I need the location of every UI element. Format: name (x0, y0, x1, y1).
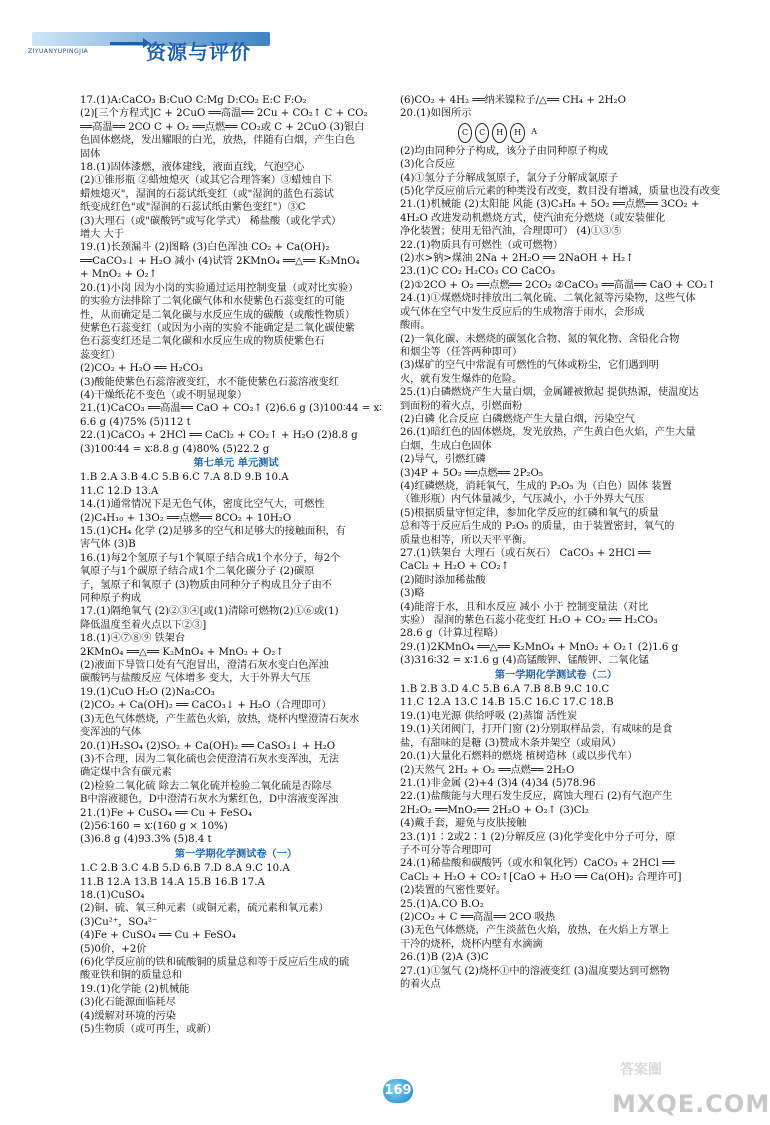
answer-line: 1.B 2.B 3.D 4.C 5.B 6.A 7.B 8.B 9.C 10.C (400, 684, 610, 696)
answer-line: (2)①锥形瓶 ②蜡烛熄灭（或其它合理答案）③蜡烛自下 (80, 175, 332, 187)
answer-line: 同种原子构成 (80, 593, 142, 605)
watermark-logo: 答案圈 (620, 1062, 662, 1078)
answer-line: (2)一氧化碳、未燃烧的碳氢化合物、氮的氧化物、含铅化合物 (400, 333, 680, 345)
answer-line: 酸雨。 (400, 320, 431, 332)
answer-line: 18.(1)④⑦⑧⑨ 铁架台 (80, 633, 186, 645)
answer-line: 到面粉的着火点，引燃面粉 (400, 400, 523, 412)
answer-line: 和烟尘等（任答两种即可） (400, 346, 523, 358)
answer-line: (4)干燥纸花不变色（或不明显现象） (80, 389, 248, 401)
answer-line: (2)装置的气密性要好。 (400, 885, 507, 897)
answer-line: (2)①2CO + O₂ ══点燃══ 2CO₂ ②CaCO₃ ══高温══ CaO + CO₂↑ (400, 279, 716, 291)
answer-line: (2)C₄H₁₀ + 13O₂ ══点燃══ 8CO₂ + 10H₂O (80, 512, 292, 524)
answer-line: 的实验方法排除了二氧化碳气体和水使紫色石蕊变红的可能 (80, 296, 345, 308)
answer-line: 19.(1)长颈漏斗 (2)图略 (3)白色浑浊 CO₂ + Ca(OH)₂ (80, 242, 330, 254)
answer-line: （锥形瓶）内气体量减少，气压减小，小于外界大气压 (400, 494, 645, 506)
section-heading: 第一学期化学测试卷（二） (494, 668, 618, 681)
answer-line: 蕊变红） (80, 349, 121, 361)
answer-line: + MnO₂ + O₂↑ (80, 269, 158, 281)
answer-line: (3)酸能使紫色石蕊溶液变红，水不能使紫色石蕊溶液变红 (80, 376, 339, 388)
answer-line: 21.(1)机械能 (2)太阳能 风能 (3)C₃H₈ + 5O₂ ══点燃══ 3CO₂ + (400, 199, 700, 211)
answer-line: (2)CO₂ + H₂O ══ H₂CO₃ (80, 363, 203, 375)
answer-line: 1.C 2.B 3.C 4.B 5.D 6.B 7.D 8.A 9.C 10.A (80, 863, 290, 875)
answer-line: (3)316∶32 = x∶1.6 g (4)高锰酸钾、锰酸钾、二氧化锰 (400, 655, 649, 667)
answer-line: (4)戴手套，避免与皮肤接触 (400, 818, 527, 830)
answer-line: 21.(1)Fe + CuSO₄ ══ Cu + FeSO₄ (80, 807, 253, 819)
answer-line: (3)无色气体燃烧，产生蓝色火焰，放热，烧杯内壁澄清石灰水 (80, 713, 360, 725)
answer-line: 2KMnO₄ ══△══ K₂MnO₄ + MnO₂ + O₂↑ (80, 646, 284, 658)
answer-line: 22.(1)CaCO₃ + 2HCl ══ CaCl₂ + CO₂↑ + H₂O (2)8.8 g (80, 430, 358, 442)
answer-line: 23.(1)1∶2或2∶1 (2)分解反应 (3)化学变化中分子可分，原 (400, 831, 676, 843)
section-heading: 第七单元 单元测试 (193, 456, 279, 469)
molecule-atom: C (458, 123, 472, 143)
answer-line: (2)水>钠>煤油 2Na + 2H₂O ══ 2NaOH + H₂↑ (400, 253, 634, 265)
answer-line: (2)白磷 化合反应 白磷燃烧产生大量白烟，污染空气 (400, 413, 635, 425)
answer-line: 11.C 12.A 13.C 14.B 15.C 16.C 17.C 18.B (400, 697, 614, 709)
answer-line: (3)Cu²⁺，SO₄²⁻ (80, 916, 158, 928)
answer-line: 29.(1)2KMnO₄ ══△══ K₂MnO₄ + MnO₂ + O₂↑ (2)1.6 g (400, 641, 679, 653)
answer-line: 19.(1)CuO H₂O (2)Na₂CO₃ (80, 686, 215, 698)
answer-line: (3)略 (400, 588, 425, 600)
answer-line: (2)均由同种分子构成，该分子由同种原子构成 (400, 145, 608, 157)
answer-line: (3)不合理，因为二氧化硫也会使澄清石灰水变浑浊，无法 (80, 753, 339, 765)
answer-line: 19.(1)化学能 (2)机械能 (80, 983, 190, 995)
answer-line: 氧原子与1个碳原子结合成1个二氧化碳分子 (2)碳原 (80, 566, 315, 578)
answer-line: 11.B 12.A 13.B 14.A 15.B 16.B 17.A (80, 876, 265, 888)
answer-line: (3)100∶44 = x∶8.8 g (4)80% (5)22.2 g (80, 443, 270, 455)
right-answer-column (400, 94, 721, 991)
answer-line: 实验） 湿润的紫色石蕊小花变红 H₂O + CO₂ ══ H₂CO₃ (400, 615, 658, 627)
answer-line: 15.(1)CH₄ 化学 (2)足够多的空气和足够大的接触面积，有 (80, 526, 346, 537)
answer-line: 白烟，生成白色固体 (400, 440, 492, 452)
answer-line: (3)无色气体燃烧，产生淡蓝色火焰，放热，在火焰上方罩上 (400, 925, 670, 937)
answer-line: 质量也相等，所以天平平衡。 (400, 534, 533, 546)
molecule-atom: H (492, 123, 507, 143)
answer-line: (2)随时添加稀盐酸 (400, 574, 486, 586)
answer-line: B中溶液褪色，D中澄清石灰水为紫红色，D中溶液变浑浊 (80, 794, 339, 806)
answer-line: 20.(1)H₂SO₄ (2)SO₂ + Ca(OH)₂ ══ CaSO₃↓ + H₂O (80, 740, 336, 752)
answer-line: (2)天然气 2H₂ + O₂ ══点燃══ 2H₂O (400, 764, 575, 776)
answer-line: 变浑浊的气体 (80, 727, 142, 739)
answer-line: 降低温度至着火点以下②③] (80, 619, 207, 631)
answer-line: 18.(1)固体漆燃，液体建线，液面直线，气泡空心 (80, 162, 305, 174)
page-number: 169 (383, 1079, 413, 1103)
answer-line: 使紫色石蕊变红（或因为小南的实验不能确定是二氧化碳使紫 (80, 322, 356, 334)
answer-line: 或气体在空气中发生反应后的生成物溶于雨水，会形成 (400, 306, 645, 318)
answer-line: 色固体燃烧，发出耀眼的白光，放热，伴随有白烟，产生白色 (80, 135, 356, 147)
header-title: 资源与评价 (146, 40, 251, 64)
answer-line: 增大 大于 (80, 229, 124, 241)
answer-line: 25.(1)白磷燃烧产生大量白烟，金属罐被掀起 提供热源，使温度达 (400, 387, 699, 399)
answer-line: 净化装置；使用无铅汽油，合理即可） (4)①③⑤ (400, 226, 622, 238)
answer-line: 固体 (80, 148, 101, 160)
answer-line: 25.(1)A.CO B.O₂ (400, 898, 484, 910)
answer-line: (2)[三个方程式]C + 2CuO ══高温══ 2Cu + CO₂↑ C + CO₂ (80, 108, 368, 120)
answer-line: 6.6 g (4)75% (5)112 t (80, 416, 191, 428)
answer-line: 18.(1)CuSO₄ (80, 889, 145, 901)
answer-line: (6)化学反应前的铁和硫酸铜的质量总和等于反应后生成的硫 (80, 957, 350, 968)
answer-line: 性，从而确定是二氧化碳与水反应生成的碳酸（或酸性物质） (80, 309, 356, 321)
answer-line: (5)根据质量守恒定律，参加化学反应的红磷和氧气的质量 (400, 507, 659, 519)
answer-line: 火，就有发生爆炸的危险。 (400, 373, 523, 385)
answer-line: (3)化合反应 (400, 159, 456, 171)
answer-line: 1.B 2.A 3.B 4.C 5.B 6.C 7.A 8.D 9.B 10.A (80, 472, 289, 484)
answer-line: ══高温══ 2CO C + O₂ ══点燃══ CO₂或 C + 2CuO (3)银白 (80, 121, 365, 133)
answer-line: (4)Fe + CuSO₄ ══ Cu + FeSO₄ (80, 930, 236, 942)
answer-line: 确定煤中含有碳元素 (80, 767, 172, 779)
answer-line: 27.(1)铁架台 大理石（或石灰石） CaCO₃ + 2HCl ══ (400, 548, 651, 559)
answer-line: 22.(1)物质具有可燃性（或可燃物） (400, 239, 564, 251)
answer-line: 14.(1)通常情况下是无色气体，密度比空气大，可燃性 (80, 499, 325, 511)
answer-line: 19.(1)电光源 供给呼吸 (2)蒸馏 活性炭 (400, 710, 578, 722)
answer-line: 碳酸钙与盐酸反应 气体增多 变大，大于外界大气压 (80, 673, 311, 685)
answer-line: (3)煤矿的空气中常混有可燃性的气体或粉尘，它们遇到明 (400, 360, 659, 372)
answer-line: 24.(1)稀盐酸和碳酸钙（或水和氧化钙）CaCO₃ + 2HCl ══ (400, 858, 675, 870)
answer-line: (3)大理石（或"碳酸钙"或写化学式） 稀盐酸（或化学式） (80, 215, 342, 227)
answer-line: 21.(1)CaCO₃ ══高温══ CaO + CO₂↑ (2)6.6 g (3)100∶44 = x∶ (80, 403, 382, 415)
answer-line: CaCl₂ + H₂O + CO₂↑[CaO + H₂O ══ Ca(OH)₂ 合理许可] (400, 871, 682, 883)
answer-line: (4)①氢分子分解成氢原子，氯分子分解成氯原子 (400, 172, 619, 184)
section-heading: 第一学期化学测试卷（一） (174, 847, 298, 860)
molecule-atom: H (510, 123, 525, 143)
answer-line: CaCl₂ + H₂O + CO₂↑ (400, 561, 510, 573)
answer-line: 害气体 (3)B (80, 539, 136, 551)
answer-line: 24.(1)①煤燃烧时排放出二氧化硫、二氧化氮等污染物，这些气体 (400, 293, 696, 305)
watermark-text: MXQE.COM (612, 1090, 770, 1118)
answer-line: 27.(1)①氢气 (2)烧杯①中的溶液变红 (3)温度要达到可燃物 (400, 965, 670, 977)
answer-line: (4)能溶于水，且和水反应 减小 小于 控制变量法（对比 (400, 601, 649, 613)
answer-line: (2)56∶160 = x∶(160 g × 10%) (80, 820, 228, 832)
answer-line: 17.(1)A:CaCO₃ B:CuO C:Mg D:CO₂ E:C F:O₂ (80, 95, 307, 106)
answer-line: (3)4P + 5O₂ ══点燃══ 2P₂O₅ (400, 467, 543, 479)
answer-line: 22.(1)盐酸能与大理石发生反应，腐蚀大理石 (2)有气泡产生 (400, 791, 673, 803)
header-pinyin: ZIYUANYUPINGJIA (28, 48, 89, 55)
answer-line: ══CaCO₃↓ + H₂O 减小 (4)试管 2KMnO₄ ══△══ K₂MnO₄ (80, 255, 360, 267)
answer-line: 的着火点 (400, 979, 441, 990)
answer-line: (2)检验二氧化硫 除去二氧化硫并检验二氧化硫是否除尽 (80, 780, 332, 792)
answer-line: (2)导气，引燃红磷 (400, 454, 486, 466)
answer-line: 23.(1)C CO₂ H₂CO₃ CO CaCO₃ (400, 266, 556, 278)
answer-line: (5)化学反应前后元素的种类没有改变，数目没有增减，质量也没有改变 (400, 186, 721, 198)
answer-line: 21.(1)非金属 (2)+4 (3)4 (4)34 (5)78.96 (400, 777, 596, 789)
answer-line: 2H₂O₂ ══MnO₂══ 2H₂O + O₂↑ (3)Cl₂ (400, 804, 589, 816)
answer-line: (3)化石能源面临耗尽 (80, 997, 176, 1009)
answer-line: 16.(1)每2个氢原子与1个氧原子结合成1个水分子，每2个 (80, 552, 341, 564)
answer-line: (3)6.8 g (4)93.3% (5)8.4 t (80, 834, 212, 846)
molecule-caption: A (531, 126, 537, 136)
answer-line: 17.(1)隔绝氧气 (2)②③④[或(1)清除可燃物(2)①⑥或(1) (80, 606, 339, 618)
answer-line: 20.(1)如图所示 (400, 108, 472, 120)
answer-line: 子不可分等合理即可 (400, 844, 492, 856)
answer-line: 11.C 12.D 13.A (80, 485, 159, 497)
answer-line: (4)红磷燃烧，消耗氧气，生成的 P₂O₅ 为（白色）固体 装置 (400, 480, 672, 492)
answer-line: 26.(1)暗红色的固体燃烧，发光放热，产生黄白色火焰，产生大量 (400, 427, 696, 439)
answer-line: (2)CO₂ + Ca(OH)₂ ══ CaCO₃↓ + H₂O（合理即可） (80, 700, 332, 712)
molecule-diagram (458, 123, 540, 143)
answer-line: 26.(1)B (2)A (3)C (400, 952, 489, 964)
answer-line: 酸亚铁和铜的质量总和 (80, 970, 182, 982)
answer-line: 纸变成红色"或"湿润的石蕊试纸由紫色变红"）③C (80, 202, 306, 214)
answer-line: 子，氢原子和氧原子 (3)物质由同种分子构成且分子由不 (80, 579, 332, 591)
molecule-atom: C (475, 123, 489, 143)
answer-line: (2)CO₂ + C ══高温══ 2CO 吸热 (400, 911, 556, 923)
answer-line: 20.(1)小岗 因为小岗的实验通过运用控制变量（或对比实验） (80, 282, 359, 294)
answer-line: 总和等于反应后生成的 P₂O₅ 的质量，由于装置密封，氧气的 (400, 521, 675, 533)
answer-line: 色石蕊变红还是二氧化碳和水反应生成的物质使紫色石 (80, 336, 325, 348)
left-answer-column (80, 94, 392, 1036)
answer-line: 盐，有甜味的是糖 (3)赞成木条并架空（或扇风） (400, 737, 622, 749)
answer-line: (5)0价，+2价 (80, 943, 147, 955)
header-arrow-icon (110, 42, 144, 45)
answer-line: 28.6 g（计算过程略） (400, 628, 504, 640)
answer-line: 4H₂O 改进发动机燃烧方式，使汽油充分燃烧（或安装催化 (400, 212, 666, 224)
answer-line: (6)CO₂ + 4H₂ ══纳米镍粒子/△══ CH₄ + 2H₂O (400, 95, 626, 106)
answer-line: 19.(1)关闭阀门，打开门窗 (2)分别取样品尝，有咸味的是食 (400, 724, 673, 736)
answer-line: 蜡烛熄灭"，湿润的石蕊试纸变红（或"湿润的蓝色石蕊试 (80, 188, 334, 200)
answer-line: (2)铜、硫、氧三种元素（或铜元素，硫元素和氧元素） (80, 903, 329, 915)
answer-line: 20.(1)大量化石燃料的燃烧 植树造林（或以步代车） (400, 751, 638, 763)
answer-line: (2)液面下导管口处有气泡冒出，澄清石灰水变白色浑浊 (80, 660, 329, 672)
answer-line: (5)生物质（或可再生，或新） (80, 1024, 217, 1036)
answer-line: (4)缓解对环境的污染 (80, 1010, 176, 1022)
answer-line: 干冷的烧杯，烧杯内壁有水滴滴 (400, 938, 543, 950)
